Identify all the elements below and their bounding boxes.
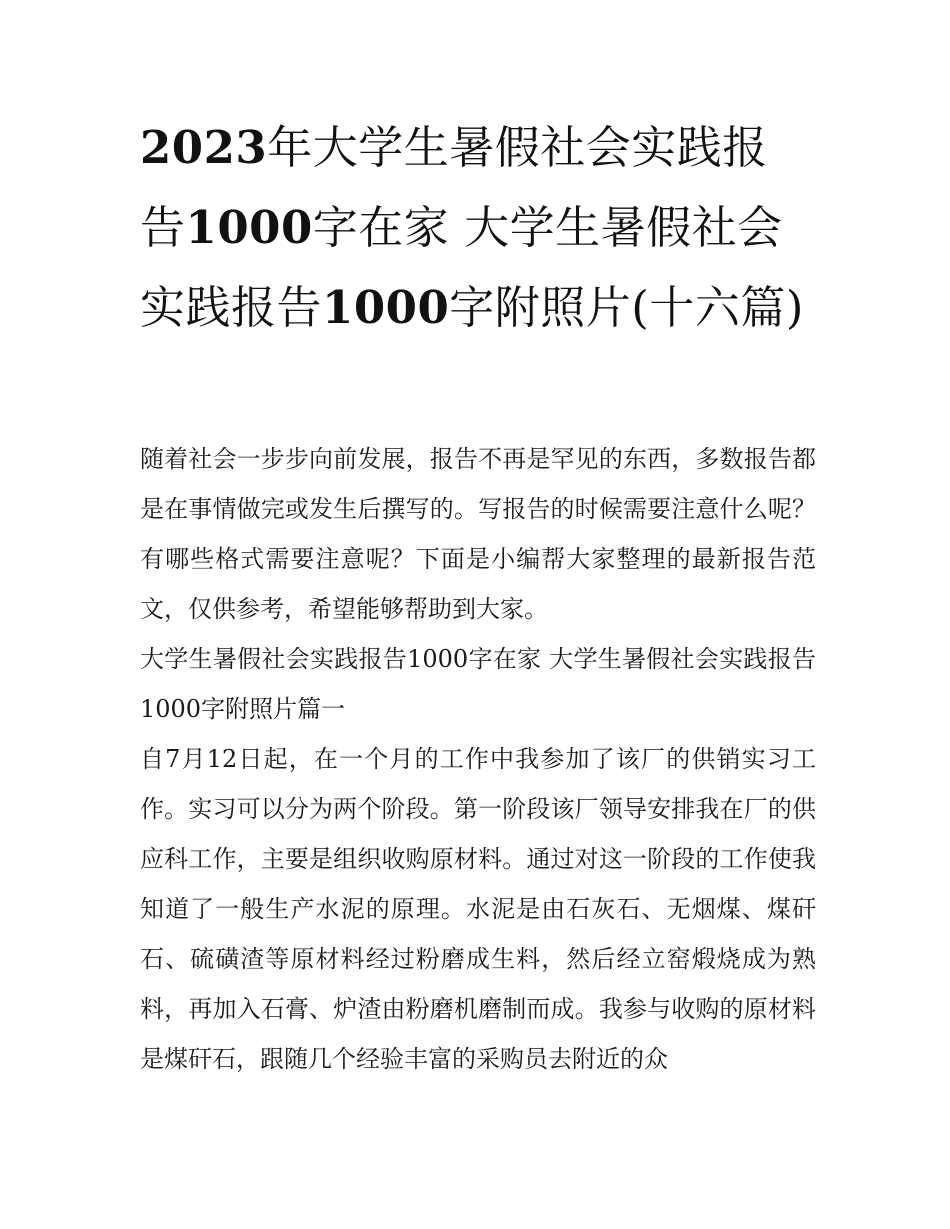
body-paragraph: 自7月12日起，在一个月的工作中我参加了该厂的供销实习工作。实习可以分为两个阶段。第一阶段该厂领导安排我在厂的供应科工作，主要是组织收购原材料。通过对这一阶段的工作使我知道了一般生产水泥的原理。水泥是由石灰石、无烟煤、煤矸石、硫磺渣等原材料经过粉磨成生料，然后经立窑煅烧成为熟料，再加入石膏、炉渣由粉磨机磨制而成。我参与收购的原材料是煤矸石，跟随几个经验丰富的采购员去附近的众 — [140, 745, 816, 1073]
section-heading: 大学生暑假社会实践报告1000字在家 大学生暑假社会实践报告1000字附照片篇一 — [140, 645, 816, 723]
intro-paragraph: 随着社会一步步向前发展，报告不再是罕见的东西，多数报告都是在事情做完或发生后撰写的。写报告的时候需要注意什么呢？有哪些格式需要注意呢？下面是小编帮大家整理的最新报告范文，仅供参考，希望能够帮助到大家。 — [140, 445, 816, 623]
title-number: 1000 — [185, 201, 313, 254]
title-number: 2023 — [140, 121, 268, 174]
document-title: 2023年大学生暑假社会实践报告1000字在家 大学生暑假社会实践报告1000字附照片(十六篇) — [140, 121, 804, 334]
title-number: 1000 — [322, 281, 450, 334]
document-body — [140, 434, 816, 1084]
